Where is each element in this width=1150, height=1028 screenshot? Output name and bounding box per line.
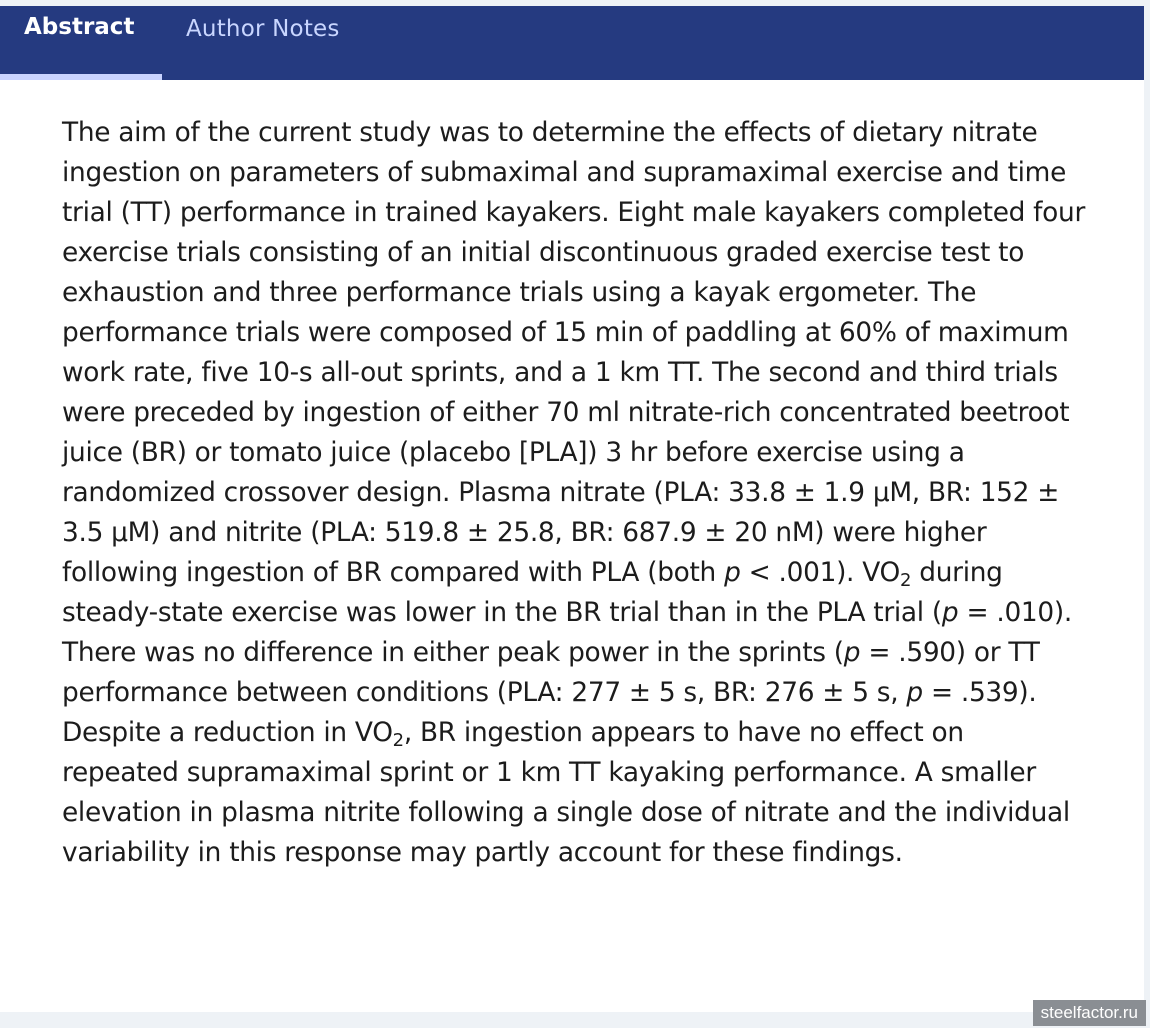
p-value-symbol: p	[724, 557, 741, 588]
subscript: 2	[900, 570, 912, 591]
tab-bar	[0, 6, 1144, 80]
watermark-label: steelfactor.ru	[1033, 1000, 1146, 1026]
abstract-segment: , BR ingestion appears to have no effect on repeated supramaximal sprint or 1 km TT kayaking performance. A smaller elevation in plasma nitrite following a single dose of nitrate and the individual variability in this response may partly account for these findings.	[62, 717, 1070, 868]
abstract-segment: = .010). There was no difference in either peak power in the sprints (	[62, 597, 1072, 668]
abstract-segment: The aim of the current study was to determine the effects of dietary nitrate ingestion on parameters of submaximal and supramaximal exercise and time trial (TT) performance in trained kayakers. Eight male kayakers completed four exercise trials consisting of an initial discontinuous graded exercise test to exhaustion and three performance trials using a kayak ergometer. The performance trials were composed of 15 min of paddling at 60% of maximum work rate, five 10-s all-out sprints, and a 1 km TT. The second and third trials were preceded by ingestion of either 70 ml nitrate-rich concentrated beetroot juice (BR) or tomato juice (placebo [PLA]) 3 hr before exercise using a randomized crossover design. Plasma nitrate (PLA: 33.8 ± 1.9 μM, BR: 152 ± 3.5 μM) and nitrite (PLA: 519.8 ± 25.8, BR: 687.9 ± 20 nM) were higher following ingestion of BR compared with PLA (both	[62, 117, 1085, 588]
p-value-symbol: p	[843, 637, 861, 668]
tab-abstract[interactable]: Abstract	[0, 6, 162, 80]
abstract-segment: < .001). VO	[740, 557, 901, 588]
p-value-symbol: p	[906, 677, 923, 708]
abstract-segment: during steady-state exercise was lower in the BR trial than in the PLA trial (	[62, 557, 1003, 628]
p-value-symbol: p	[941, 597, 959, 628]
tab-author-notes[interactable]: Author Notes	[186, 16, 340, 42]
abstract-segment: = .539). Despite a reduction in VO	[62, 677, 1037, 748]
subscript: 2	[392, 730, 404, 751]
article-panel	[0, 6, 1144, 1012]
abstract-segment: = .590) or TT performance between conditions (PLA: 277 ± 5 s, BR: 276 ± 5 s,	[62, 637, 1040, 708]
abstract-text	[62, 113, 1086, 873]
